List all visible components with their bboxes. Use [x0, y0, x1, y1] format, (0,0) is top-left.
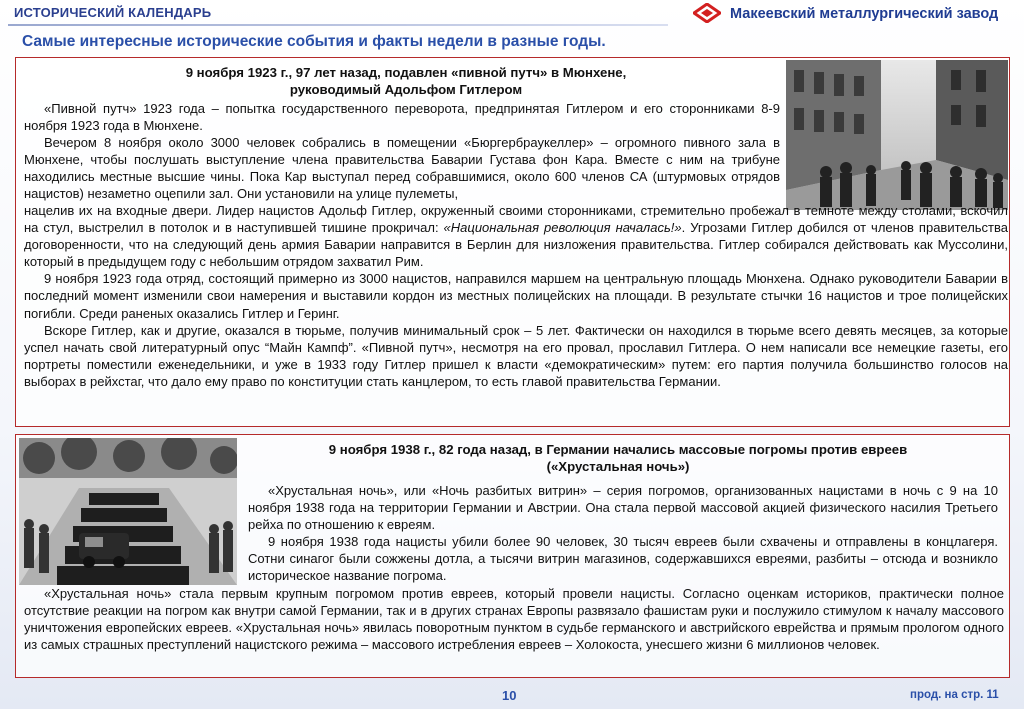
- page-subtitle: Самые интересные исторические события и факты недели в разные годы.: [22, 33, 606, 50]
- article-2-text-top: [248, 482, 998, 585]
- article-2-title-line2: («Хрустальная ночь»): [546, 459, 690, 474]
- article-1-quote: «Национальная революция началась!»: [443, 220, 682, 236]
- article-1-title: [76, 64, 736, 98]
- article-1-text-span: нацелив их на входные двери. Лидер нацистов Адольф Гитлер, окруженный своими сторонниками, стремительно пробежал в темноте между столами, вскочил на стул, выстрелил в потолок и в наступившей тишине прокричал:: [24, 203, 1008, 236]
- article-2-text-bottom: [24, 585, 1004, 653]
- article-1-text-top: [24, 100, 780, 203]
- article-1-paragraph: 9 ноября 1923 года отряд, состоящий примерно из 3000 нацистов, направился маршем на центральную площадь Мюнхена. Однако руководители Баварии в последний момент изменили свои намерения и выставили кордон из местных полицейских на площади. В результате стычки 16 нацистов и трое полицейских погибли. Среди раненых оказались Гитлер и Геринг.: [24, 271, 1008, 321]
- article-kristallnacht: [15, 434, 1010, 678]
- article-1-paragraph: Вечером 8 ноября около 3000 человек собрались в помещении «Бюргербраукеллер» – огромного пивного зала в Мюнхене, чтобы послушать выступление члена правительства Баварии Густава фон Кара. Вместе с ним на трибуне находились местные высшие чины. Пока Кар выступал перед собравшимися, около 600 членов СА (штурмовых отрядов нацистов) незаметно оцепили зал. Они установили на улице пулеметы,: [24, 135, 780, 202]
- article-2-paragraph: 9 ноября 1938 года нацисты убили более 90 человек, 30 тысяч евреев были схвачены и отправлены в концлагеря. Сотни синагог были сожжены дотла, а тысячи витрин магазинов, содержавшихся евреями, разбиты – отсюда и возникло историческое название погрома.: [248, 534, 998, 584]
- company-name: Макеевский металлургический завод: [730, 6, 999, 22]
- continued-link[interactable]: прод. на стр. 11: [910, 689, 999, 701]
- article-2-paragraph: «Хрустальная ночь» стала первым крупным погромом против евреев, который провели нацисты. Согласно оценкам историков, практически полное отсутствие реакции на погром как внутри самой Германии, так и в других странах Европы развязало фашистам руки и послужило стимулом к началу массового уничтожения европейских евреев. «Хрустальная ночь» явилась поворотным пунктом в судьбе германского и австрийского еврейства и прямым прологом одного из самых страшных преступлений нацистского режима – массового истребления евреев – Холокоста, унесшего жизни 6 миллионов человек.: [24, 586, 1004, 653]
- article-2-paragraph: «Хрустальная ночь», или «Ночь разбитых витрин» – серия погромов, организованных нацистами в ночь с 9 на 10 ноября 1938 года на территории Германии и Австрии. Она стала первой массовой акцией физического насилия Третьего рейха по отношению к евреям.: [248, 483, 998, 533]
- photo-kristallnacht-deportation: [19, 438, 237, 585]
- page-number: 10: [502, 688, 517, 703]
- mmz-star-logo-icon: [693, 3, 721, 23]
- article-1-paragraph: Вскоре Гитлер, как и другие, оказался в тюрьме, получив минимальный срок – 5 лет. Фактически он находился в тюрьме всего девять месяцев, за которые успел начать свой литературный опус “Майн Кампф”. «Пивной путч», несмотря на его провал, прославил Гитлера. О нем написали все немецкие газеты, его портреты поместили еженедельники, и уже в 1933 году Гитлер пришел к власти «демократическим» путем: его партия получила большинство голосов на выборах в рейхстаг, что дало ему право по конституции стать канцлером, то есть главой правительства Германии.: [24, 322, 1008, 389]
- article-1-title-line1: 9 ноября 1923 г., 97 лет назад, подавлен «пивной путч» в Мюнхене,: [185, 65, 627, 80]
- article-1-text-span: . Угрозами Гитлер добился от членов правительства договоренности, что на следующий день армия Баварии направится в Берлин для низложения правительства. Гитлер собирался действовать как Муссолини, который в предыдущем году с небольшим отрядом захватил Рим.: [24, 220, 1009, 270]
- article-1-title-line2: руководимый Адольфом Гитлером: [289, 82, 523, 97]
- article-2-title-line1: 9 ноября 1938 г., 82 года назад, в Германии начались массовые погромы против евреев: [328, 442, 908, 457]
- photo-beer-hall-putsch: [786, 60, 1008, 210]
- top-bar: [0, 0, 1024, 28]
- article-1-text-bottom: [24, 202, 1008, 390]
- header-rule: [8, 24, 668, 26]
- section-label: ИСТОРИЧЕСКИЙ КАЛЕНДАРЬ: [14, 5, 212, 20]
- article-beer-hall-putsch: [15, 57, 1010, 427]
- article-1-paragraph: «Пивной путч» 1923 года – попытка государственного переворота, предпринятая Гитлером и его сторонниками 8-9 ноября 1923 года в Мюнхене.: [24, 101, 780, 134]
- article-2-title: [238, 441, 998, 475]
- article-1-paragraph-continued: [24, 202, 1008, 270]
